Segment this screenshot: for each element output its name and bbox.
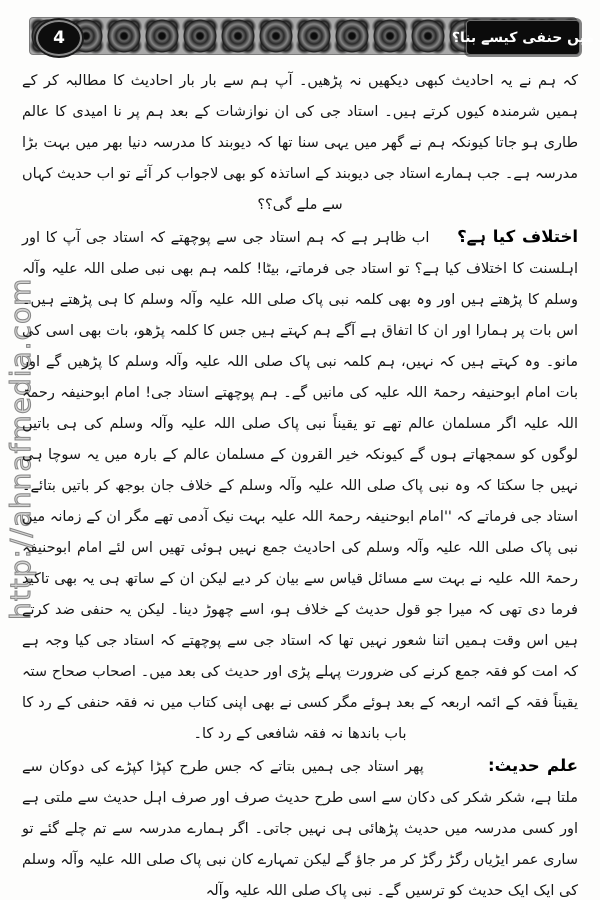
paragraph-intro-text: کہ ہم نے یہ احادیث کبھی دیکھیں نہ پڑھیں۔ آپ ہم سے بار بار احادیث کا مطالبہ کر کے ہمیں شرمندہ کیوں کرتے ہیں۔ استاد جی کی ان نوازشات کے بعد ہم پر نا امیدی کا عالم طاری ہو جاتا کیونکہ ہم نے گھر میں یہی سنا تھا کہ دیوبند کا مدرسہ دنیا بھر میں بہت بڑا مدرسہ ہے۔ جب ہمارے استاد جی دیوبند کے اساتذہ کو بھی لاجواب کر آئے تو اب حدیث کہاں سے ملے گی؟؟ (22, 73, 578, 213)
paragraph-ilm-hadith-text: پھر استاد جی ہمیں بتاتے کہ جس طرح کپڑا کپڑے کی دوکان سے ملتا ہے، شکر شکر کی دکان سے اسی طرح حدیث صرف اور صرف اہل حدیث سے ملتی ہے اور کسی مدرسہ میں حدیث پڑھائی ہی نہیں جاتی۔ اگر ہمارے مدرسہ سے تم چلے گئے تو ساری عمر ایڑیاں رگڑ رگڑ کر مر جاؤ گے لیکن تمہارے کان نبی پاک صلی اللہ علیہ وآلہ وسلم کی ایک ایک حدیث کو ترسیں گے۔ نبی پاک صلی اللہ علیہ وآلہ (22, 759, 578, 899)
paragraph-ikhtilaf-text: اب ظاہر ہے کہ ہم استاد جی سے پوچھتے کہ استاد جی آپ کا اور اہلسنت کا اختلاف کیا ہے؟ تو استاد جی فرماتے، بیٹا! کلمہ ہم بھی نبی صلی اللہ علیہ وآلہ وسلم کا پڑھتے ہیں اور وہ بھی کلمہ نبی پاک صلی اللہ علیہ وآلہ وسلم کا ہی پڑھتے ہیں۔ اس بات پر ہمارا اور ان کا اتفاق ہے آگے ہم کہتے ہیں جس کا کلمہ پڑھو، بات بھی اسی کی مانو۔ وہ کہتے ہیں کہ نہیں، ہم کلمہ نبی پاک صلی اللہ علیہ وآلہ وسلم کا پڑھیں گے اور بات امام ابوحنیفہ رحمۃ اللہ علیہ کی مانیں گے۔ ہم پوچھتے استاد جی! امام ابوحنیفہ رحمۃ اللہ علیہ اگر مسلمان عالم تھے تو یقیناً نبی پاک صلی اللہ علیہ وآلہ وسلم کی ہی باتیں لوگوں کو سمجھاتے ہوں گے کیونکہ خیر القرون کے مسلمان عالم کے بارہ میں یہ سوچا ہی نہیں جا سکتا کہ وہ نبی پاک صلی اللہ علیہ وآلہ وسلم کے خلاف جان بوجھ کر باتیں بتائے۔ استاد جی فرماتے کہ ''امام ابوحنیفہ رحمۃ اللہ علیہ بہت نیک آدمی تھے مگر ان کے زمانہ میں نبی پاک صلی اللہ علیہ وآلہ وسلم کی احادیث جمع نہیں ہوئی تھیں اس لئے امام ابوحنیفہ رحمۃ اللہ علیہ نے بہت سے مسائل قیاس سے بیان کر دیے لیکن ان کے ساتھ ہی یہ بھی تاکید فرما دی تھی کہ میرا جو قول حدیث کے خلاف ہو، اسے چھوڑ دینا۔ لیکن یہ حنفی ضد کرتے ہیں اس وقت ہمیں اتنا شعور نہیں تھا کہ استاد جی سے پوچھتے کہ استاد جی کیا وجہ ہے کہ امت کو فقہ جمع کرنے کی ضرورت پہلے پڑی اور حدیث کی بعد میں۔ اصحاب صحاح ستہ یقیناً فقہ کے ائمہ اربعہ کے بعد ہوئے مگر کسی نے بھی اپنی کتاب میں نہ فقہ حنفی کے رد کا باب باندھا نہ فقہ شافعی کے رد کا۔ (22, 230, 578, 742)
book-title: میں حنفی کیسے بنا؟ (451, 29, 595, 46)
paragraph-ilm-hadith (22, 750, 578, 907)
body-text (22, 66, 578, 907)
page-number: 4 (53, 28, 65, 48)
page-number-badge (36, 20, 82, 56)
section-heading-ilm-hadith: علم حدیث: (487, 756, 578, 775)
book-title-box (451, 20, 595, 55)
section-heading-ikhtilaf: اختلاف کیا ہے؟ (457, 227, 579, 246)
paragraph-ikhtilaf (22, 221, 578, 750)
watermark-url: http://ahnafmedia.com (4, 277, 37, 620)
paragraph-intro (22, 66, 578, 221)
